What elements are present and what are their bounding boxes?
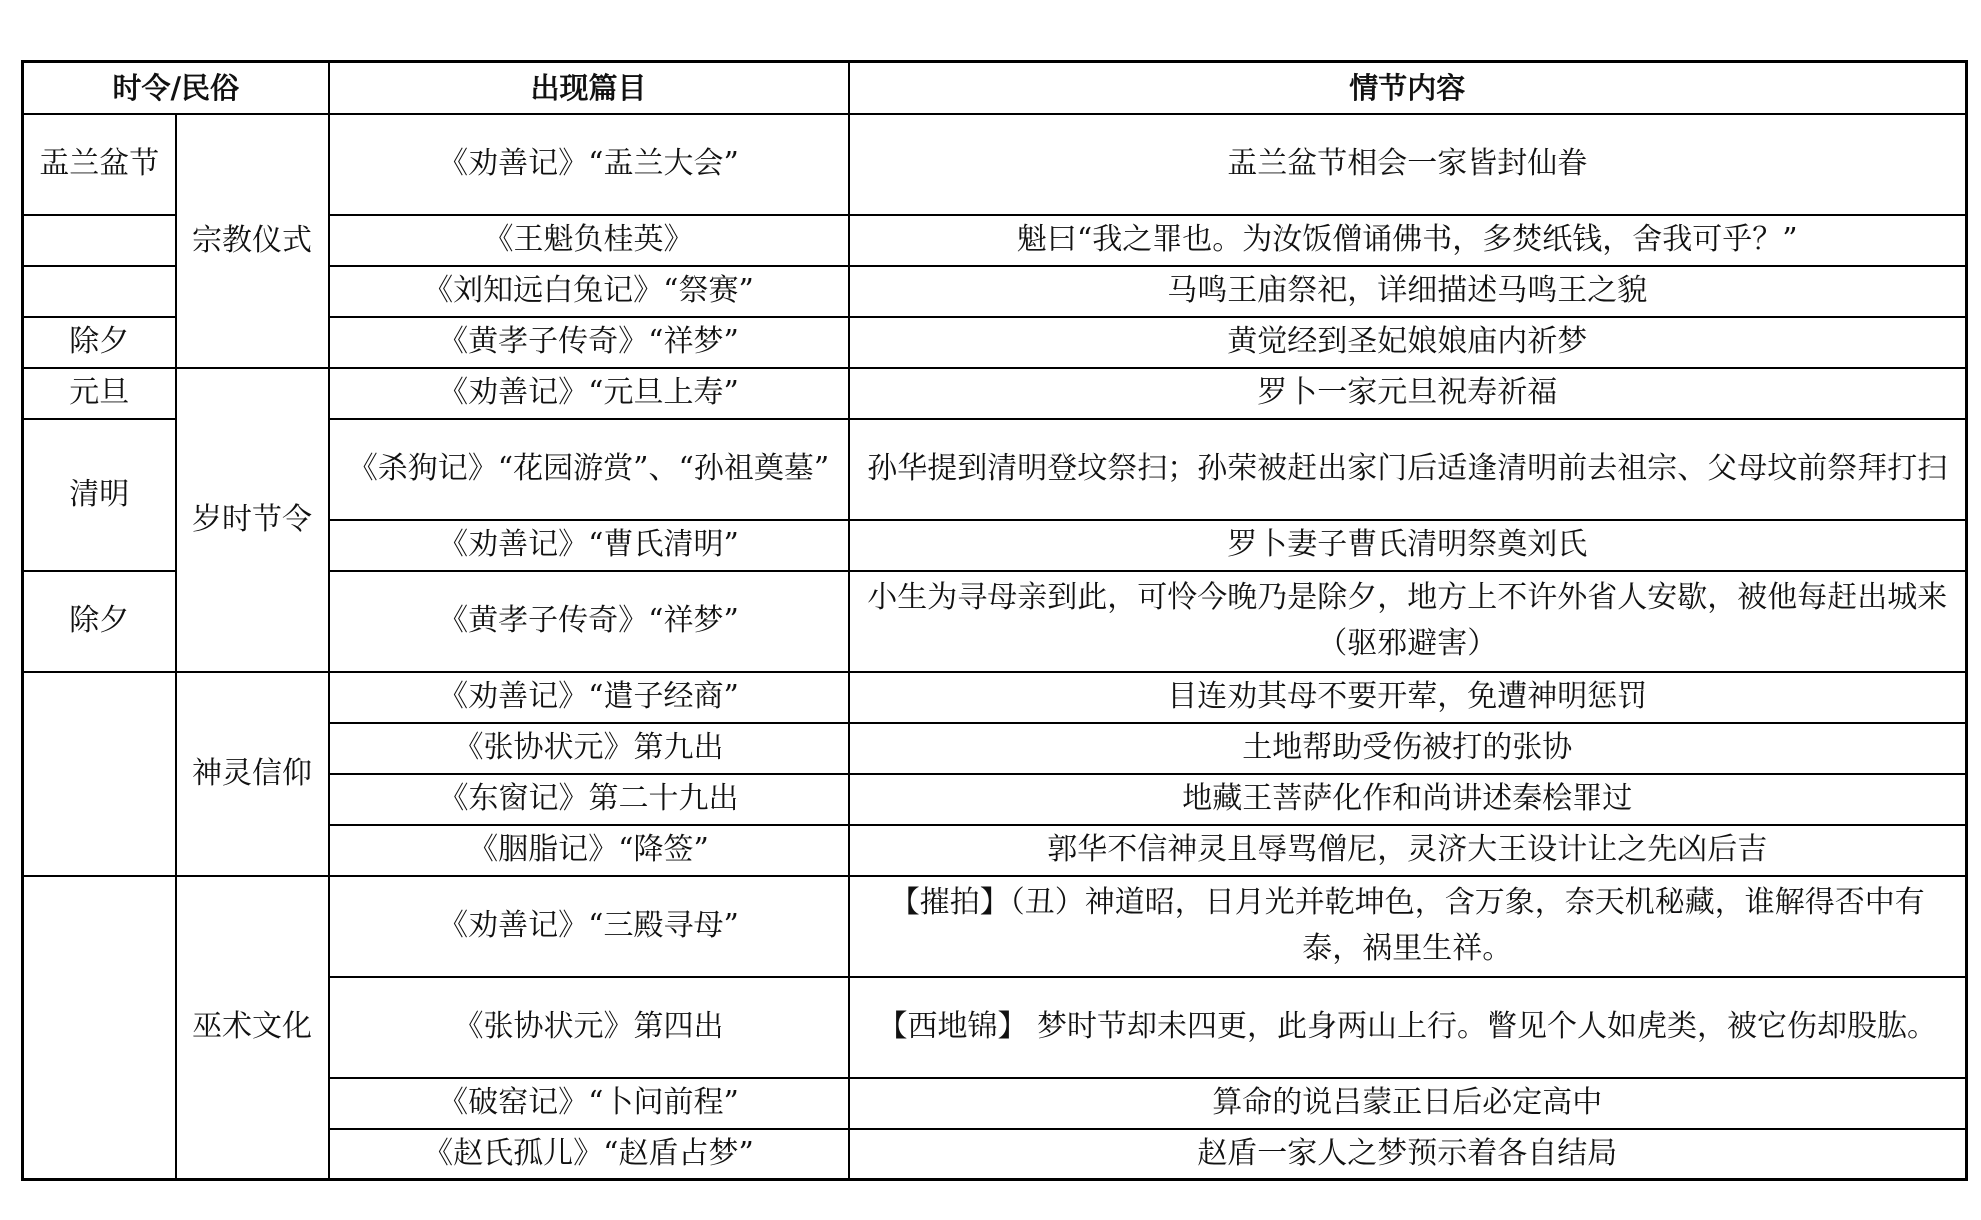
content-cell: 罗卜妻子曹氏清明祭奠刘氏 bbox=[849, 520, 1967, 571]
table-row bbox=[23, 876, 1967, 977]
content-cell: 土地帮助受伤被打的张协 bbox=[849, 723, 1967, 774]
title-cell: 《劝善记》“盂兰大会” bbox=[329, 114, 849, 215]
title-cell: 《胭脂记》“降签” bbox=[329, 825, 849, 876]
header-row bbox=[23, 62, 1967, 114]
title-cell: 《张协状元》第九出 bbox=[329, 723, 849, 774]
content-cell: 目连劝其母不要开荤，免遭神明惩罚 bbox=[849, 672, 1967, 723]
content-cell: 黄觉经到圣妃娘娘庙内祈梦 bbox=[849, 317, 1967, 368]
title-cell: 《刘知远白兔记》“祭赛” bbox=[329, 266, 849, 317]
season-cell bbox=[23, 215, 176, 266]
content-cell: 小生为寻母亲到此，可怜今晚乃是除夕，地方上不许外省人安歇，被他每赶出城来（驱邪避害） bbox=[849, 571, 1967, 672]
table-row bbox=[23, 368, 1967, 419]
header-content: 情节内容 bbox=[849, 62, 1967, 114]
season-cell-empty bbox=[23, 672, 176, 876]
title-cell: 《东窗记》第二十九出 bbox=[329, 774, 849, 825]
content-cell: 【摧拍】（丑）神道昭，日月光并乾坤色，含万象，奈天机秘藏，谁解得否中有泰，祸里生祥。 bbox=[849, 876, 1967, 977]
category-cell-religious: 宗教仪式 bbox=[176, 114, 329, 368]
table-row bbox=[23, 114, 1967, 215]
season-cell-empty bbox=[23, 876, 176, 1180]
season-cell bbox=[23, 266, 176, 317]
content-cell: 魁曰“我之罪也。为汝饭僧诵佛书，多焚纸钱，舍我可乎？” bbox=[849, 215, 1967, 266]
content-cell: 郭华不信神灵且辱骂僧尼，灵济大王设计让之先凶后吉 bbox=[849, 825, 1967, 876]
title-cell: 《黄孝子传奇》“祥梦” bbox=[329, 571, 849, 672]
title-cell: 《王魁负桂英》 bbox=[329, 215, 849, 266]
season-cell: 除夕 bbox=[23, 317, 176, 368]
content-cell: 罗卜一家元旦祝寿祈福 bbox=[849, 368, 1967, 419]
title-cell: 《张协状元》第四出 bbox=[329, 977, 849, 1078]
content-cell: 赵盾一家人之梦预示着各自结局 bbox=[849, 1129, 1967, 1180]
title-cell: 《赵氏孤儿》“赵盾占梦” bbox=[329, 1129, 849, 1180]
table-row bbox=[23, 672, 1967, 723]
title-cell: 《劝善记》“元旦上寿” bbox=[329, 368, 849, 419]
title-cell: 《黄孝子传奇》“祥梦” bbox=[329, 317, 849, 368]
content-cell: 地藏王菩萨化作和尚讲述秦桧罪过 bbox=[849, 774, 1967, 825]
header-season-custom: 时令/民俗 bbox=[23, 62, 329, 114]
title-cell: 《破窑记》“卜问前程” bbox=[329, 1078, 849, 1129]
season-cell: 清明 bbox=[23, 419, 176, 571]
content-cell: 马鸣王庙祭祀，详细描述马鸣王之貌 bbox=[849, 266, 1967, 317]
season-cell: 盂兰盆节 bbox=[23, 114, 176, 215]
title-cell: 《杀狗记》“花园游赏”、“孙祖奠墓” bbox=[329, 419, 849, 520]
season-cell: 元旦 bbox=[23, 368, 176, 419]
season-cell: 除夕 bbox=[23, 571, 176, 672]
title-cell: 《劝善记》“遣子经商” bbox=[329, 672, 849, 723]
category-cell-witchcraft: 巫术文化 bbox=[176, 876, 329, 1180]
content-cell: 算命的说吕蒙正日后必定高中 bbox=[849, 1078, 1967, 1129]
content-cell: 孙华提到清明登坟祭扫；孙荣被赶出家门后适逢清明前去祖宗、父母坟前祭拜打扫 bbox=[849, 419, 1967, 520]
content-cell: 盂兰盆节相会一家皆封仙眷 bbox=[849, 114, 1967, 215]
category-cell-deity: 神灵信仰 bbox=[176, 672, 329, 876]
folk-custom-table bbox=[21, 60, 1968, 1181]
title-cell: 《劝善记》“三殿寻母” bbox=[329, 876, 849, 977]
header-title: 出现篇目 bbox=[329, 62, 849, 114]
content-cell: 【西地锦】 梦时节却未四更，此身两山上行。瞥见个人如虎类，被它伤却股肱。 bbox=[849, 977, 1967, 1078]
category-cell-seasonal: 岁时节令 bbox=[176, 368, 329, 672]
title-cell: 《劝善记》“曹氏清明” bbox=[329, 520, 849, 571]
